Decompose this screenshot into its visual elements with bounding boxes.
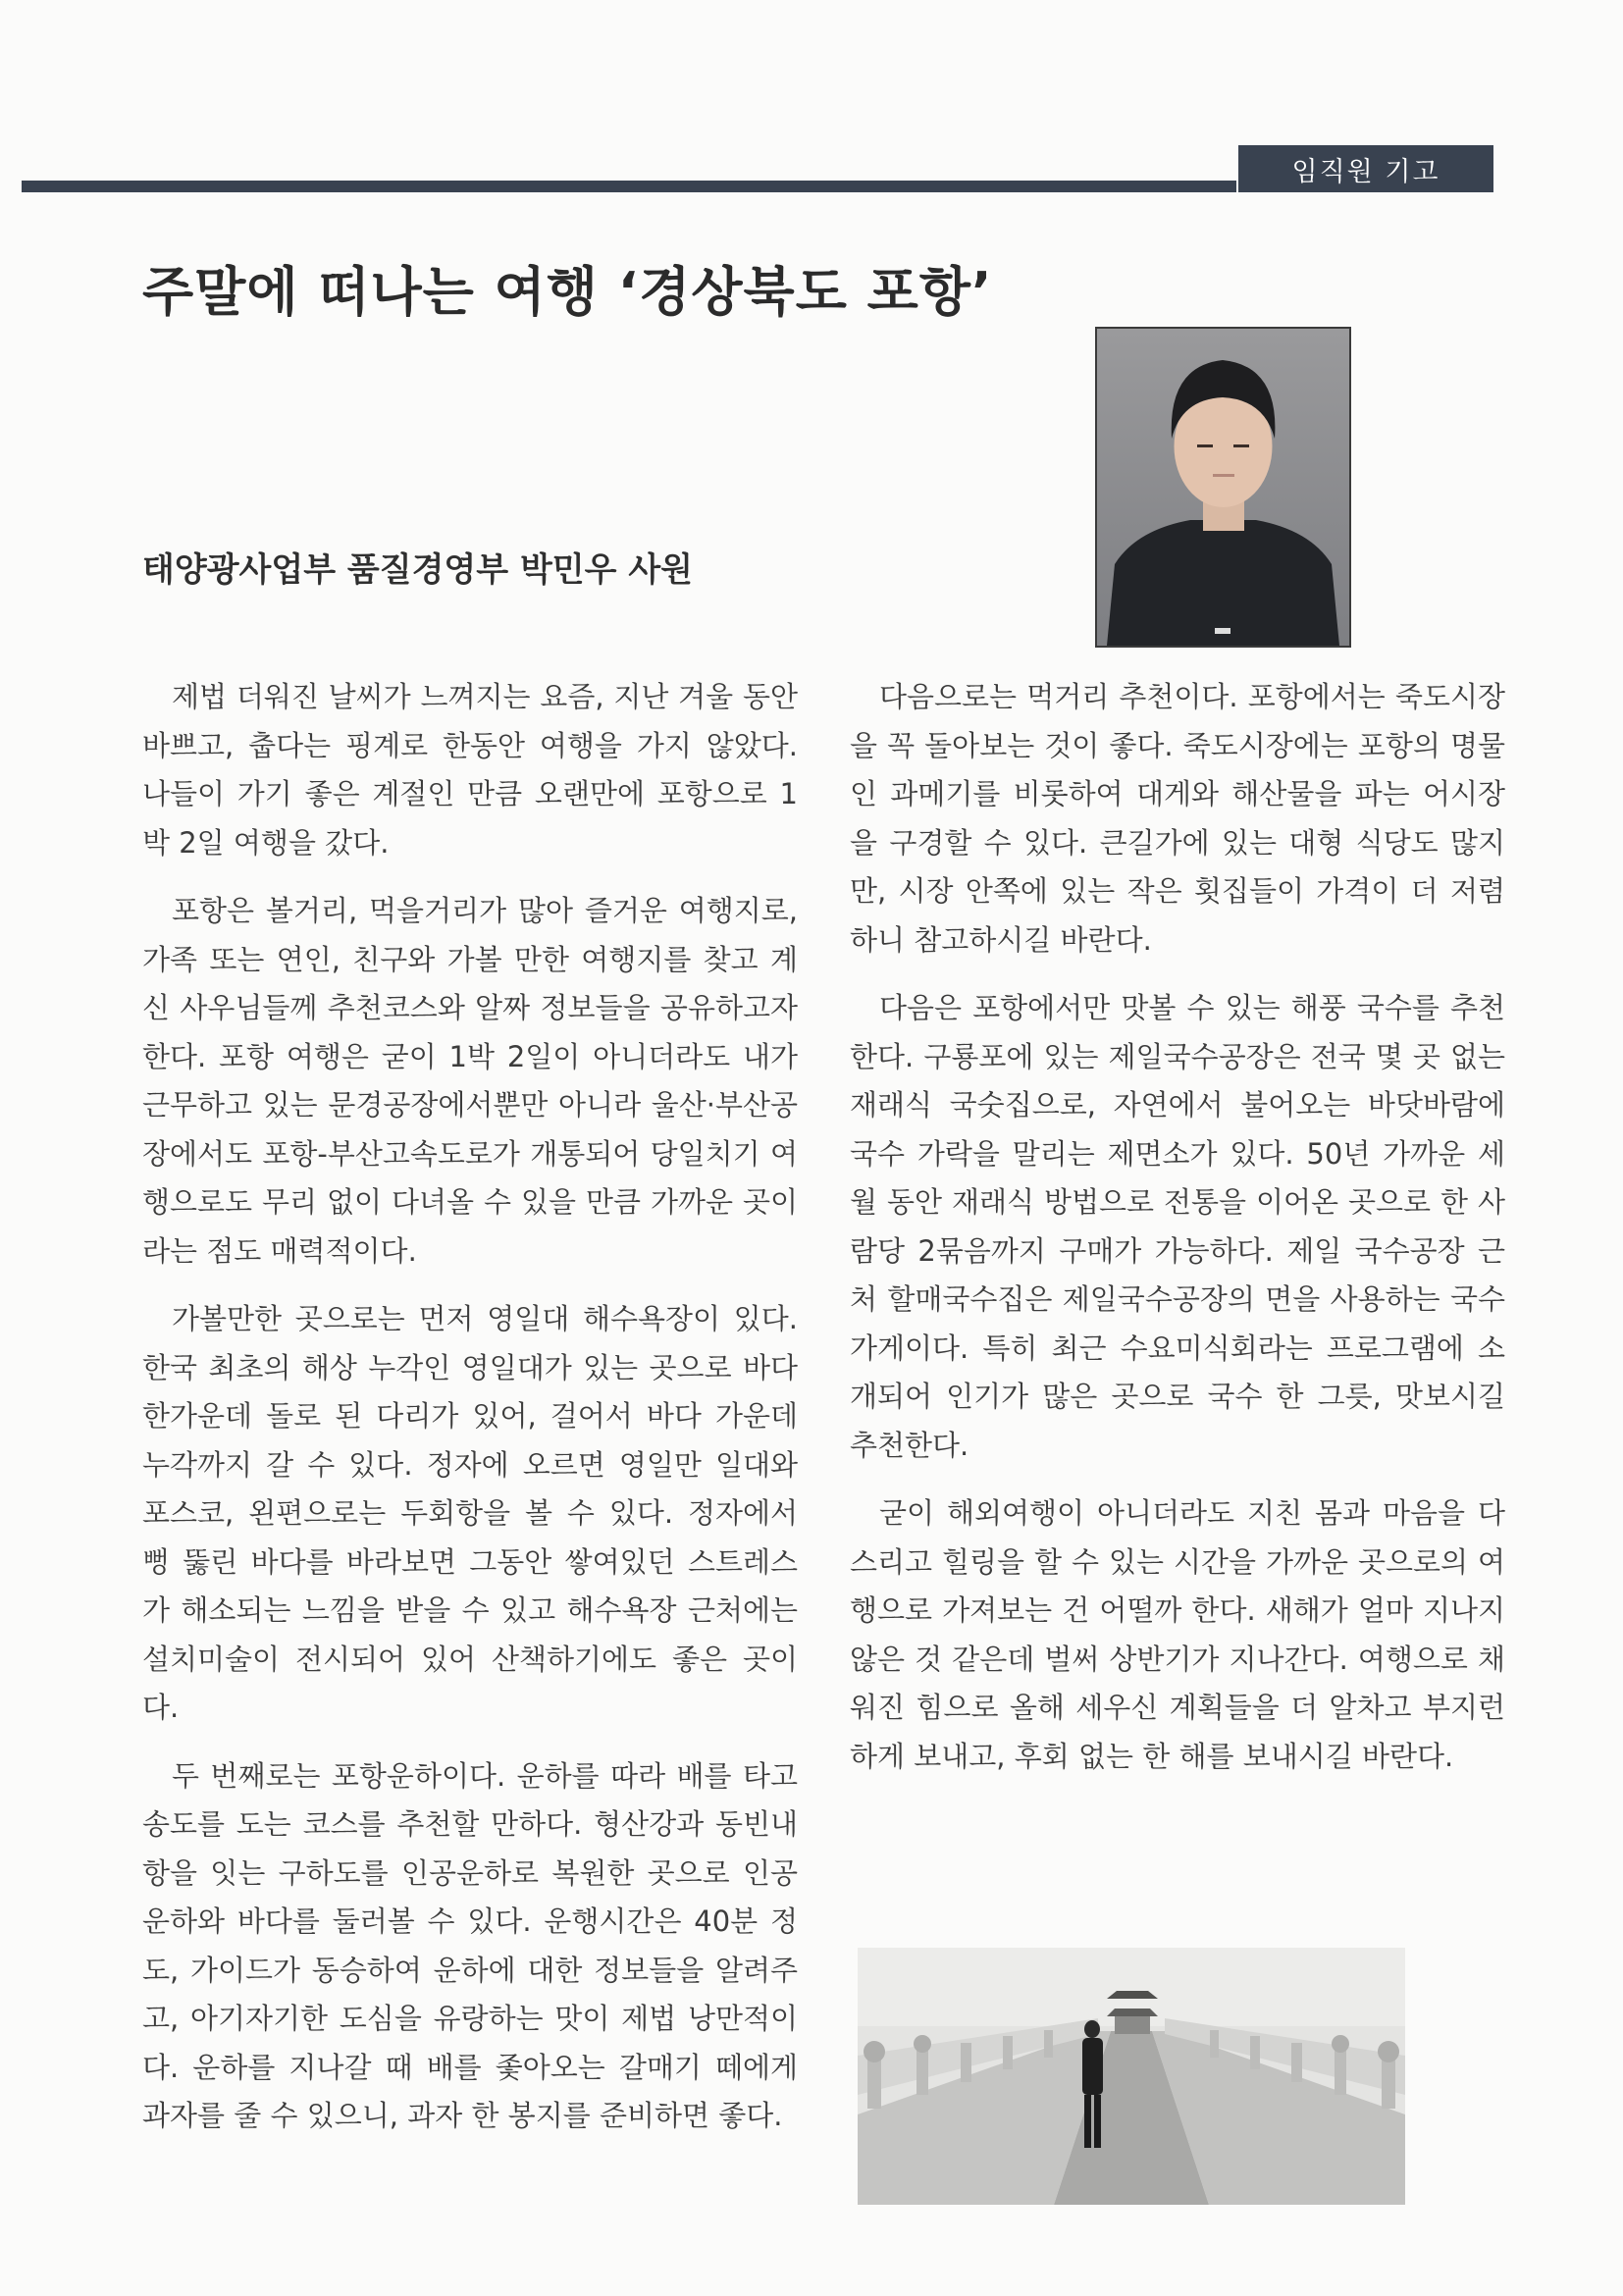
paragraph: 다음으로는 먹거리 추천이다. 포항에서는 죽도시장을 꼭 돌아보는 것이 좋다. 죽도시장에는 포항의 명물인 과메기를 비롯하여 대게와 해산물을 파는 어시장을 구경할 수 있다. 큰길가에 있는 대형 식당도 많지만, 시장 안쪽에 있는 작은 횟집들이 가격이 더 저렴하니 참고하시길 바란다. [850, 680, 1505, 957]
paragraph: 가볼만한 곳으로는 먼저 영일대 해수욕장이 있다. 한국 최초의 해상 누각인 영일대가 있는 곳으로 바다 한가운데 돌로 된 다리가 있어, 걸어서 바다 가운데 누각까지 갈 수 있다. 정자에 오르면 영일만 일대와 포스코, 왼편으로는 두회항을 볼 수 있다. 정자에서 뻥 뚫린 바다를 바라보면 그동안 쌓여있던 스트레스가 해소되는 느낌을 받을 수 있고 해수욕장 근처에는 설치미술이 전시되어 있어 산책하기에도 좋은 곳이다. [142, 1302, 798, 1724]
bridge-illustration [858, 1948, 1405, 2205]
paragraph: 포항은 볼거리, 먹을거리가 많아 즐거운 여행지로, 가족 또는 연인, 친구와 가볼 만한 여행지를 찾고 계신 사우님들께 추천코스와 알짜 정보들을 공유하고자 한다. 포항 여행은 굳이 1박 2일이 아니더라도 내가 근무하고 있는 문경공장에서뿐만 아니라 울산·부산공장에서도 포항-부산고속도로가 개통되어 당일치기 여행으로도 무리 없이 다녀올 수 있을 만큼 가까운 곳이라는 점도 매력적이다. [142, 894, 798, 1268]
header-rule [22, 181, 1236, 192]
paragraph: 다음은 포항에서만 맛볼 수 있는 해풍 국수를 추천한다. 구룡포에 있는 제일국수공장은 전국 몇 곳 없는 재래식 국숫집으로, 자연에서 불어오는 바닷바람에 국수 가락을 말리는 제면소가 있다. 50년 가까운 세월 동안 재래식 방법으로 전통을 이어온 곳으로 한 사람당 2묶음까지 구매가 가능하다. 제일 국수공장 근처 할매국수집은 제일국수공장의 면을 사용하는 국수 가게이다. 특히 최근 수요미식회라는 프로그램에 소개되어 인기가 많은 곳으로 국수 한 그릇, 맛보시길 추천한다. [850, 991, 1505, 1462]
article-column-left [142, 673, 798, 2161]
paragraph: 굳이 해외여행이 아니더라도 지친 몸과 마음을 다스리고 힐링을 할 수 있는 시간을 가까운 곳으로의 여행으로 가져보는 건 어떨까 한다. 새해가 얼마 지나지 않은 것 같은데 벌써 상반기가 지나간다. 여행으로 채워진 힘으로 올해 세우신 계획들을 더 알차고 부지런하게 보내고, 후회 없는 한 해를 보내시길 바란다. [850, 1496, 1505, 1773]
article-author: 태양광사업부 품질경영부 박민우 사원 [142, 550, 694, 590]
article-column-right [850, 673, 1505, 1800]
bridge-photo [858, 1948, 1405, 2205]
author-portrait [1095, 327, 1351, 648]
article-title: 주말에 떠나는 여행 ‘경상북도 포항’ [142, 261, 993, 323]
portrait-illustration [1097, 329, 1349, 646]
paragraph: 제법 더워진 날씨가 느껴지는 요즘, 지난 겨울 동안 바쁘고, 춥다는 핑계로 한동안 여행을 가지 않았다. 나들이 가기 좋은 계절인 만큼 오랜만에 포항으로 1박 2일 여행을 갔다. [142, 680, 798, 860]
section-tag: 임직원 기고 [1238, 145, 1493, 192]
paragraph: 두 번째로는 포항운하이다. 운하를 따라 배를 타고 송도를 도는 코스를 추천할 만하다. 형산강과 동빈내항을 잇는 구하도를 인공운하로 복원한 곳으로 인공운하와 바다를 둘러볼 수 있다. 운행시간은 40분 정도, 가이드가 동승하여 운하에 대한 정보들을 알려주고, 아기자기한 도심을 유랑하는 맛이 제법 낭만적이다. 운하를 지나갈 때 배를 좇아오는 갈매기 떼에게 과자를 줄 수 있으니, 과자 한 봉지를 준비하면 좋다. [142, 1758, 798, 2132]
